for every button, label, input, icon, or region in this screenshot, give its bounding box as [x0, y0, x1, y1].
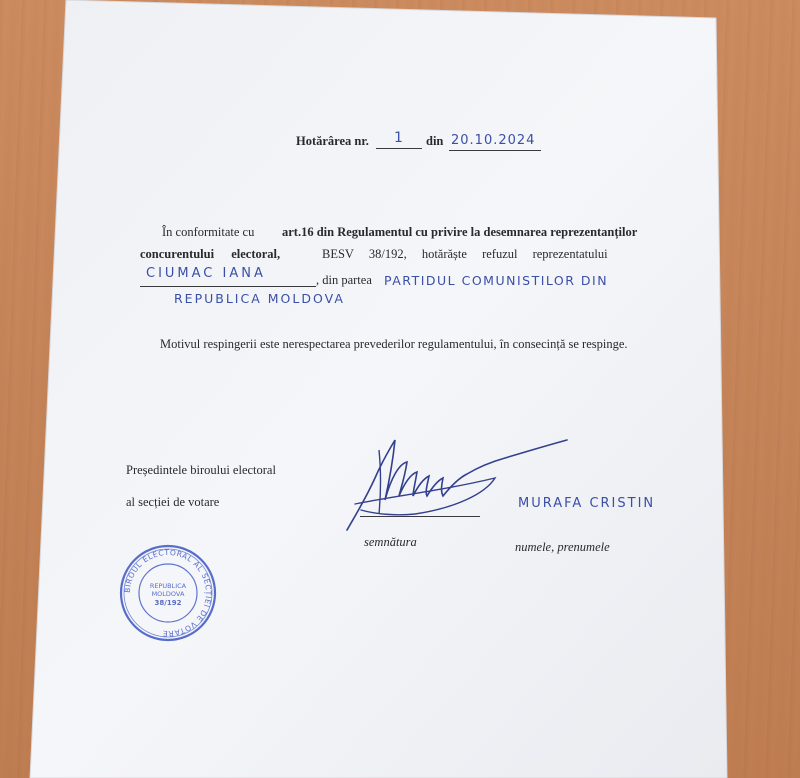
- para1-lead: În conformitate cu: [162, 225, 255, 239]
- signature-caption: semnătura: [364, 535, 417, 549]
- svg-text:BIROUL ELECTORAL AL SECȚIEI DE: BIROUL ELECTORAL AL SECȚIEI DE VOTARE: [122, 547, 214, 639]
- decision-number: 1: [394, 130, 405, 146]
- rejection-reason: Motivul respingerii este nerespectarea prevederilor regulamentului, în consecință se respinge.: [160, 337, 628, 351]
- electoral-office-stamp: [118, 543, 218, 643]
- party-prefix: , din partea: [316, 273, 372, 287]
- para1-bold: art.16 din Regulamentul cu privire la desemnarea reprezentanților: [282, 225, 638, 239]
- president-title-line1: Președintele biroului electoral: [126, 463, 276, 477]
- president-name: MURAFA CRISTIN: [518, 496, 656, 511]
- para2-bold: concurentului electoral,: [140, 247, 281, 261]
- date-prefix: din: [426, 134, 444, 148]
- name-caption: numele, prenumele: [515, 540, 610, 554]
- party-name-line2: REPUBLICA MOLDOVA: [174, 291, 345, 306]
- number-underline: [376, 148, 422, 149]
- representative-underline: [140, 286, 316, 287]
- president-title-line2: al secției de votare: [126, 495, 220, 509]
- svg-text:REPUBLICA: REPUBLICA: [149, 582, 187, 590]
- party-name-line1: PARTIDUL COMUNISTILOR DIN: [384, 273, 609, 288]
- decision-title-prefix: Hotărârea nr.: [296, 134, 369, 148]
- svg-text:MOLDOVA: MOLDOVA: [151, 590, 185, 598]
- decision-date: 20.10.2024: [451, 133, 536, 148]
- representative-name: CIUMAC IANA: [146, 266, 266, 281]
- svg-text:38/192: 38/192: [154, 599, 182, 607]
- handwritten-signature: [335, 430, 575, 540]
- para2-rest: BESV 38/192, hotărăște refuzul reprezentatului: [322, 247, 608, 261]
- date-underline: [449, 150, 541, 151]
